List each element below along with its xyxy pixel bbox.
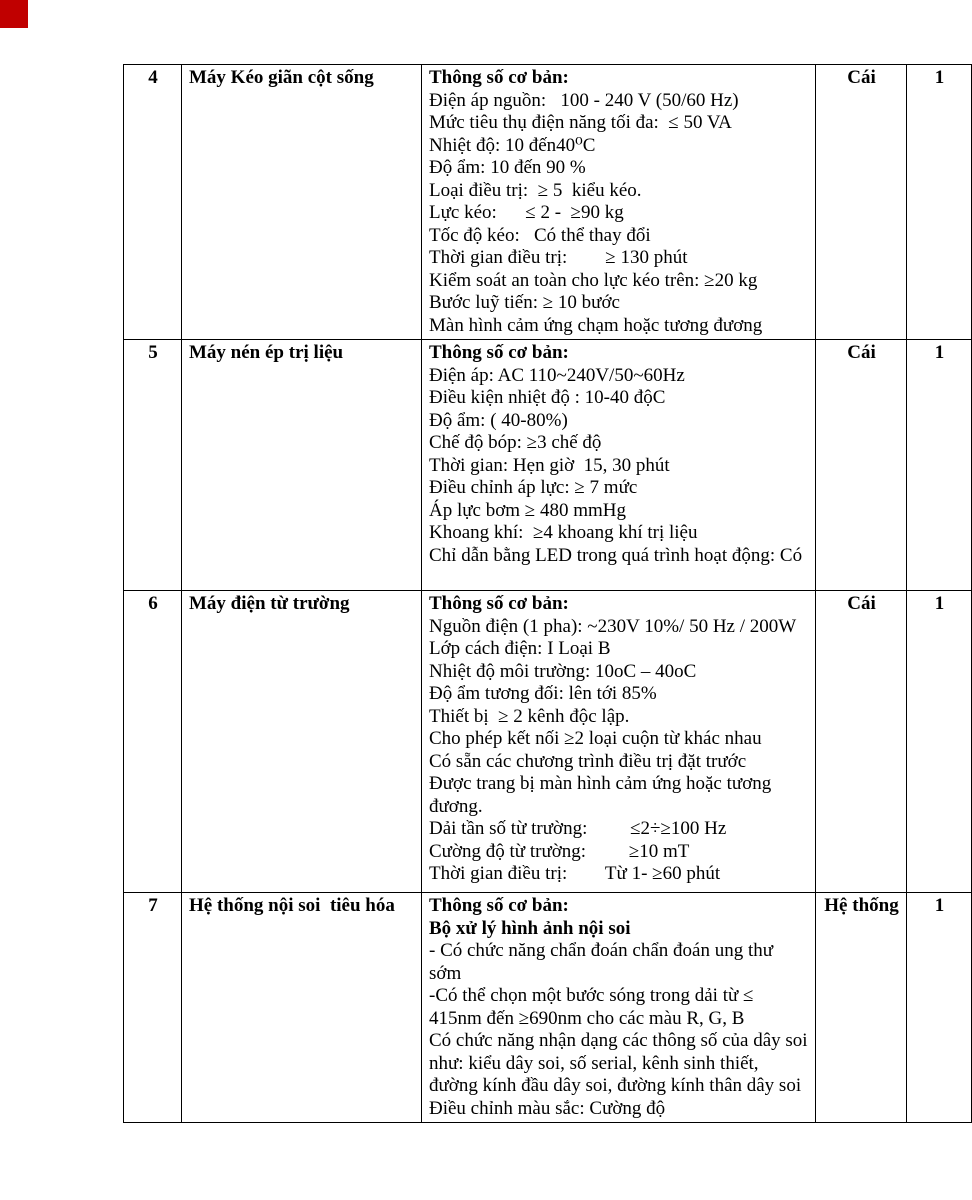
specs-cell — [422, 591, 816, 893]
equipment-name-cell: Hệ thống nội soi tiêu hóa — [182, 893, 422, 1123]
row-number-cell: 4 — [124, 65, 182, 340]
quantity-cell: 1 — [907, 893, 972, 1123]
spec-line: Độ ẩm tương đối: lên tới 85% — [429, 683, 657, 704]
spec-line: Độ ẩm: 10 đến 90 % — [429, 157, 586, 178]
unit-cell: Cái — [816, 591, 907, 893]
spec-line: Cho phép kết nối ≥2 loại cuộn từ khác nhau — [429, 728, 762, 749]
spec-line: Bộ xử lý hình ảnh nội soi — [429, 917, 631, 939]
spec-line: Thời gian điều trị: Từ 1- ≥60 phút — [429, 863, 721, 884]
row-number-cell: 5 — [124, 340, 182, 591]
equipment-spec-table — [123, 64, 972, 1123]
table-row — [124, 340, 972, 591]
spec-line: Khoang khí: ≥4 khoang khí trị liệu — [429, 522, 698, 543]
row-number-cell: 7 — [124, 893, 182, 1123]
specs-cell — [422, 340, 816, 591]
spec-line: Chế độ bóp: ≥3 chế độ — [429, 432, 602, 453]
table-row — [124, 893, 972, 1123]
spec-line: Điện áp nguồn: 100 - 240 V (50/60 Hz) — [429, 89, 739, 111]
spec-line: Áp lực bơm ≥ 480 mmHg — [429, 499, 627, 521]
spec-line: Độ ẩm: ( 40-80%) — [429, 409, 568, 431]
quantity-cell: 1 — [907, 591, 972, 893]
spec-line: - Có chức năng chẩn đoán chẩn đoán ung thư sớm — [429, 940, 778, 984]
equipment-name-cell: Máy điện từ trường — [182, 591, 422, 893]
spec-line: Thông số cơ bản: — [429, 895, 569, 916]
spec-line: Nhiệt độ: 10 đến40⁰C — [429, 134, 596, 156]
table-row — [124, 591, 972, 893]
spec-line: Tốc độ kéo: Có thể thay đổi — [429, 224, 651, 246]
spec-line: Thông số cơ bản: — [429, 593, 569, 614]
equipment-name-cell: Máy Kéo giãn cột sống — [182, 65, 422, 340]
unit-cell: Hệ thống — [816, 893, 907, 1123]
spec-line: Kiểm soát an toàn cho lực kéo trên: ≥20 kg — [429, 269, 758, 291]
spec-line: Điều chỉnh áp lực: ≥ 7 mức — [429, 477, 638, 498]
row-number-cell: 6 — [124, 591, 182, 893]
specs-cell — [422, 893, 816, 1123]
unit-cell: Cái — [816, 340, 907, 591]
table-row — [124, 65, 972, 340]
spec-line: Thời gian điều trị: ≥ 130 phút — [429, 247, 688, 268]
spec-line: Thiết bị ≥ 2 kênh độc lập. — [429, 705, 630, 727]
spec-line: Nhiệt độ môi trường: 10oC – 40oC — [429, 660, 697, 682]
equipment-spec-table-body — [124, 65, 972, 1123]
spec-line: Được trang bị màn hình cảm ứng hoặc tương đương. — [429, 773, 776, 817]
spec-line: Dải tần số từ trường: ≤2÷≥100 Hz — [429, 818, 727, 839]
spec-line: Màn hình cảm ứng chạm hoặc tương đương — [429, 314, 763, 336]
spec-line: Có sẵn các chương trình điều trị đặt trước — [429, 750, 747, 772]
spec-line: Thời gian: Hẹn giờ 15, 30 phút — [429, 454, 670, 476]
spec-line: Loại điều trị: ≥ 5 kiểu kéo. — [429, 179, 642, 201]
spec-line: Điện áp: AC 110~240V/50~60Hz — [429, 364, 685, 386]
spec-line: Chỉ dẫn bằng LED trong quá trình hoạt động: Có — [429, 544, 803, 566]
spec-line: Cường độ từ trường: ≥10 mT — [429, 840, 690, 862]
quantity-cell: 1 — [907, 340, 972, 591]
unit-cell: Cái — [816, 65, 907, 340]
spec-line: Thông số cơ bản: — [429, 342, 569, 363]
spec-line: Điều kiện nhiệt độ : 10-40 độC — [429, 387, 666, 408]
spec-line: Lực kéo: ≤ 2 - ≥90 kg — [429, 202, 624, 223]
spec-line: Nguồn điện (1 pha): ~230V 10%/ 50 Hz / 200W Lớp cách điện: I Loại B — [429, 615, 801, 659]
spec-line: Bước luỹ tiến: ≥ 10 bước — [429, 292, 620, 313]
quantity-cell: 1 — [907, 65, 972, 340]
red-corner-marker — [0, 0, 28, 28]
specs-cell — [422, 65, 816, 340]
spec-line: -Có thể chọn một bước sóng trong dải từ ≤ 415nm đến ≥690nm cho các màu R, G, B — [429, 985, 759, 1029]
spec-line: Có chức năng nhận dạng các thông số của dây soi như: kiểu dây soi, số serial, kênh sinh thiết, đường kính đầu dây soi, đường kính thân dây soi Điều chỉnh màu sắc: Cường độ — [429, 1030, 813, 1119]
equipment-name-cell: Máy nén ép trị liệu — [182, 340, 422, 591]
spec-line: Thông số cơ bản: — [429, 67, 569, 88]
spec-line: Mức tiêu thụ điện năng tối đa: ≤ 50 VA — [429, 112, 732, 133]
